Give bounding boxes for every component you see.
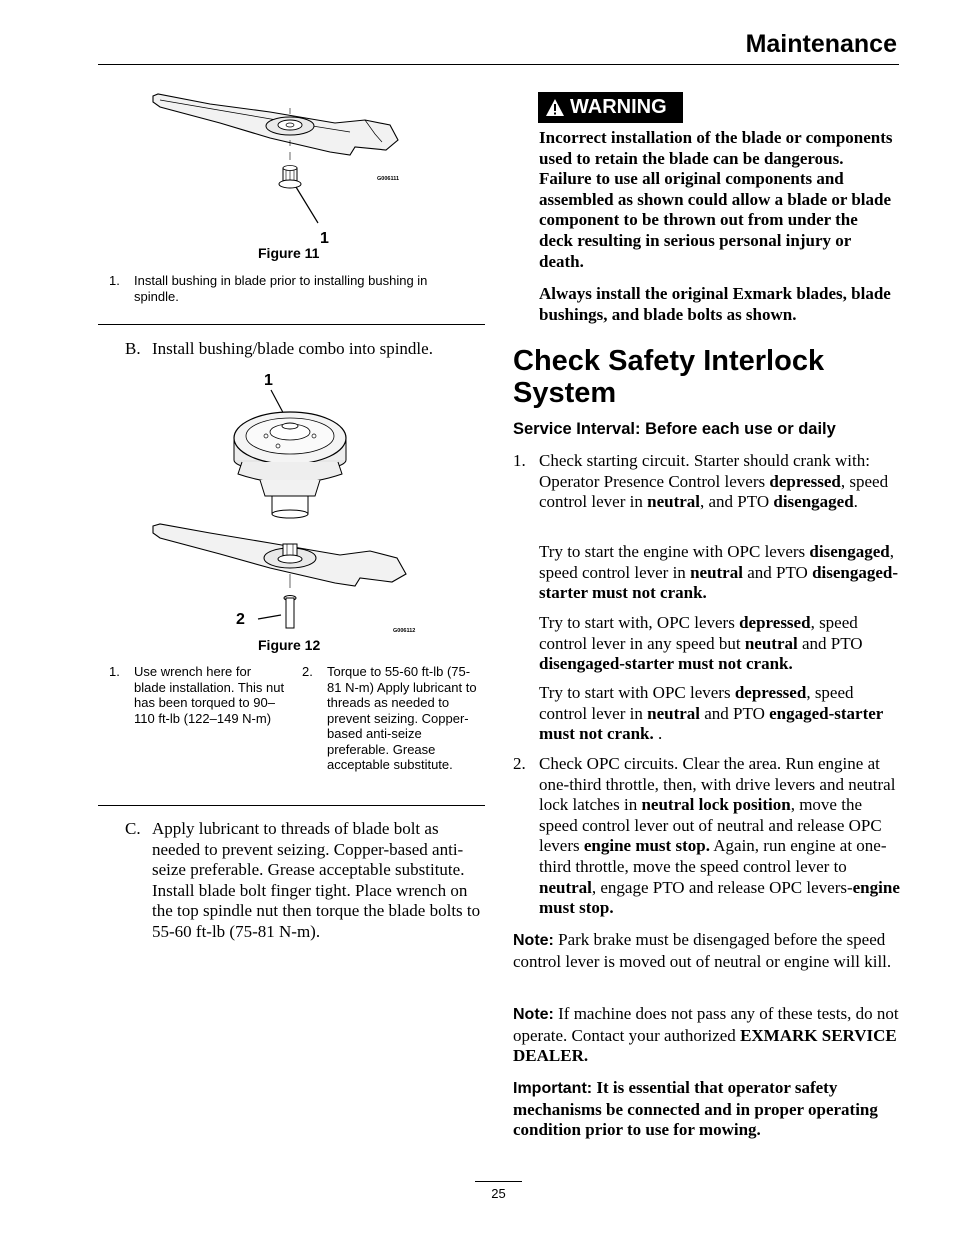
text-run: , speed control lever in bbox=[539, 683, 854, 723]
text-run: Try to start with OPC levers bbox=[539, 683, 735, 702]
warning-paragraph-2: Always install the original Exmark blades, blade bushings, and blade bolts as shown. bbox=[539, 284, 891, 324]
step-1-paragraph-1 bbox=[539, 451, 901, 513]
step-2-number: 2. bbox=[513, 754, 526, 773]
note-2 bbox=[513, 1004, 901, 1067]
service-interval: Service Interval: Before each use or daily bbox=[513, 420, 836, 438]
warning-triangle-icon bbox=[545, 98, 565, 117]
bold-run: engaged-starter must not crank. bbox=[539, 703, 884, 744]
step-2-paragraph-1 bbox=[539, 754, 901, 919]
step-c bbox=[125, 819, 487, 949]
bold-run: depressed bbox=[739, 613, 811, 632]
figure-11-id: G006111 bbox=[377, 176, 400, 182]
step-1 bbox=[513, 451, 901, 751]
bold-run: disengaged-starter must not crank. bbox=[539, 654, 793, 674]
figure-12-caption: Figure 12 bbox=[258, 637, 321, 653]
page-number: 25 bbox=[491, 1186, 506, 1201]
bold-run: neutral bbox=[647, 703, 700, 723]
page-header-title: Maintenance bbox=[745, 30, 897, 58]
bold-run: neutral bbox=[539, 877, 592, 897]
figure-11-illustration bbox=[150, 90, 410, 250]
bold-run: disengaged bbox=[773, 492, 854, 512]
figure-12-divider bbox=[98, 805, 485, 806]
text-run: Again, run engine at one-third throttle, move the speed control lever to bbox=[539, 836, 887, 876]
bold-run: depressed bbox=[769, 471, 841, 491]
bold-run: neutral bbox=[690, 562, 743, 582]
text-run: , and PTO bbox=[700, 492, 774, 512]
text-run: , speed control lever in bbox=[539, 542, 894, 582]
important-label: Important: bbox=[513, 1080, 593, 1097]
text-run: , move the speed control lever out of neutral and release OPC levers bbox=[539, 795, 882, 856]
important-text: It is essential that operator safety mechanisms be connected and in proper operating condition prior to use for mowing. bbox=[513, 1078, 878, 1140]
figure-11-callout-1: 1 bbox=[320, 230, 329, 247]
text-run: . bbox=[853, 492, 858, 512]
important-note bbox=[513, 1078, 901, 1141]
step-c-label: C. bbox=[125, 819, 141, 838]
page-number-rule bbox=[475, 1181, 522, 1182]
figure-12-note-2-number: 2. bbox=[302, 664, 313, 679]
figure-12-callout-1: 1 bbox=[264, 372, 273, 389]
figure-11-caption: Figure 11 bbox=[258, 245, 320, 261]
warning-label: WARNING bbox=[570, 96, 667, 118]
note-1-label: Note: bbox=[513, 932, 554, 949]
figure-11-notes bbox=[109, 273, 469, 307]
figure-11-note-1-text: Install bushing in blade prior to installing bushing in spindle. bbox=[134, 273, 428, 304]
note-2-dealer: EXMARK SERVICE DEALER. bbox=[513, 1025, 897, 1066]
text-run: Check OPC circuits. Clear the area. Run engine at one-third throttle, then, with drive levers and neutral lock latches in bbox=[539, 754, 896, 815]
step-1-paragraph-2 bbox=[539, 542, 901, 604]
bold-run: neutral lock position bbox=[641, 795, 791, 815]
figure-11-note-1-number: 1. bbox=[109, 273, 120, 288]
text-run: . bbox=[653, 724, 663, 744]
bold-run: disengaged-starter must not crank. bbox=[539, 562, 899, 603]
figure-12-note-1-text: Use wrench here for blade installation. This nut has been torqued to 90–110 ft-lb (122–149 N-m) bbox=[134, 664, 285, 726]
bold-run: neutral bbox=[647, 492, 700, 512]
text-run: Check starting circuit. Starter should crank with: Operator Presence Control levers bbox=[539, 451, 870, 491]
figure-12-note-1 bbox=[109, 664, 289, 744]
bold-run: disengaged bbox=[809, 542, 890, 561]
bold-run: neutral bbox=[744, 633, 798, 653]
step-1-paragraph-4 bbox=[539, 683, 901, 745]
warning-paragraph-1: Incorrect installation of the blade or components used to retain the blade can be dangerous. Failure to use all original components and assembled as shown could allow a blade or blade component to be thrown out from under the deck resulting in serious personal injury or death. bbox=[539, 128, 893, 271]
note-1-text: Park brake must be disengaged before the speed control lever is moved out of neutral or engine will kill. bbox=[513, 930, 892, 971]
text-run: , speed control lever in any speed but bbox=[539, 613, 858, 653]
bold-run: engine must stop. bbox=[583, 836, 710, 856]
bold-run: engine must stop. bbox=[539, 877, 900, 918]
note-2-text: If machine does not pass any of these tests, do not operate. Contact your authorized bbox=[513, 1004, 899, 1045]
figure-12-note-2-text: Torque to 55-60 ft-lb (75-81 N-m) Apply lubricant to threads as needed to prevent seizing. Copper-based anti-seize preferable. Grease acceptable substitute. bbox=[327, 664, 477, 772]
text-run: Try to start with, OPC levers bbox=[539, 613, 740, 632]
text-run: and PTO bbox=[797, 633, 863, 653]
figure-11-divider bbox=[98, 324, 485, 325]
text-run: , speed control lever in bbox=[539, 471, 889, 512]
warning-badge bbox=[538, 92, 683, 123]
step-b-text: Install bushing/blade combo into spindle. bbox=[152, 339, 433, 358]
figure-12-note-2 bbox=[302, 664, 477, 789]
bold-run: depressed bbox=[734, 683, 807, 702]
note-2-label: Note: bbox=[513, 1006, 554, 1023]
step-2 bbox=[513, 754, 901, 924]
step-b-label: B. bbox=[125, 339, 141, 358]
text-run: Try to start the engine with OPC levers bbox=[539, 542, 810, 561]
step-1-number: 1. bbox=[513, 451, 526, 470]
text-run: , engage PTO and release OPC levers- bbox=[591, 877, 853, 897]
figure-12-callout-2: 2 bbox=[236, 611, 245, 628]
header-rule bbox=[98, 64, 899, 65]
text-run: and PTO bbox=[700, 703, 770, 723]
step-c-text: Apply lubricant to threads of blade bolt as needed to prevent seizing. Copper-based anti-seize preferable. Grease acceptable substitute. Install blade bolt finger tight. Place wrench on the top spindle nut then torque the blade bolts to 55-60 ft-lb (75-81 N-m). bbox=[152, 819, 481, 941]
note-1 bbox=[513, 930, 901, 972]
figure-12-id: G006112 bbox=[393, 628, 416, 634]
section-title: Check Safety Interlock System bbox=[513, 345, 825, 409]
figure-12-illustration bbox=[150, 368, 430, 643]
figure-12-note-1-number: 1. bbox=[109, 664, 120, 679]
text-run: and PTO bbox=[742, 562, 813, 582]
step-1-paragraph-3 bbox=[539, 613, 901, 675]
